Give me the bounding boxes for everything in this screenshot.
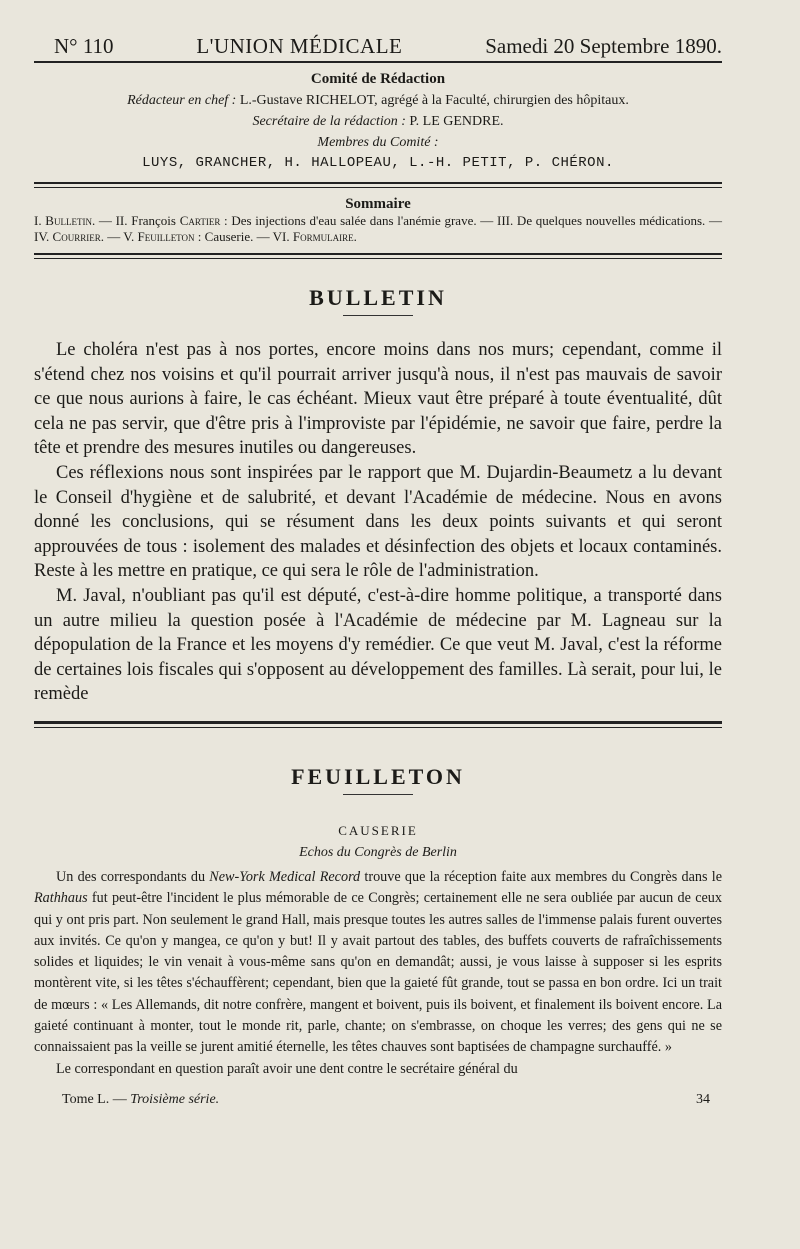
chief-editor-value: L.-Gustave RICHELOT, agrégé à la Faculté, chirurgien des hôpitaux. [239,93,629,108]
sommaire-cartier: Cartier [179,213,221,228]
double-rule [34,253,722,259]
issue-date: Samedi 20 Septembre 1890. [485,34,722,58]
bulletin-paragraph: Ces réflexions nous sont inspirées par le rapport que M. Dujardin-Beaumetz a lu devant le Conseil d'hygiène et de salubrité, et devant l'Académie de médecine. Nous en avons donné les conclusions, qui se résument dans les deux points suivants et qui seront approuvées de tous : isolement des malades et désinfection des objets et locaux contaminés. Reste à les mettre en pratique, ce qui sera le rôle de l'administration. [34,462,722,582]
feuilleton-title: FEUILLETON [291,763,465,789]
chief-editor-label: Rédacteur en chef : [127,93,237,108]
text-run: fut peut-être l'incident le plus mémorable de ce Congrès; certainement elle ne sera oubliée par aucun de ceux qui y ont pris part. Non seulement le grand Hall, mais presque toutes les autres salles de l'immense palais furent ouvertes aux invités. Ce qu'on y mangea, ce qu'on y but! Il y avait partout des tables, des buffets couverts de rafraîchissements solides et liquides; le vin venait à vous-même sans qu'on en demandât; aussi, je vous laisse à supposer si les esprits montèrent vite, si les têtes s'échauffèrent; cependant, bien que la gaieté fût grande, tout se passa en bon ordre. Ici un trait de mœurs : « Les Allemands, dit notre confrère, mangent et boivent, puis ils boivent, et finalement ils boivent encore. La gaieté continuant à monter, tout le monde rit, parle, chante; on s'embrasse, on choque les verres; des gens qui ne se connaissaient pas la veille se jurent amitié éternelle, les têtes chauves sont baptisées de champagne surchauffé. » [34,890,722,1056]
members-list: LUYS, GRANCHER, H. HALLOPEAU, L.-H. PETIT, P. CHÉRON. [142,155,614,171]
volume-info [62,1092,219,1108]
feuilleton-separator-thin [34,727,722,728]
secretary-label: Secrétaire de la rédaction : [252,114,406,129]
feuilleton-separator [34,721,722,724]
sommaire-feuilleton: Feuilleton [137,229,195,244]
editorial-committee [34,69,722,174]
rathhaus-word: Rathhaus [34,890,88,907]
members-label: Membres du Comité : [317,135,439,150]
bulletin-body [34,338,722,707]
journal-name: New-York Medical Record [209,868,361,885]
masthead [34,34,722,63]
serie-label: Troisième série. [130,1091,220,1107]
sommaire-i: I. [34,213,46,228]
sommaire-heading: Sommaire [345,196,411,212]
causerie-subtitle: Echos du Congrès de Berlin [299,844,457,860]
feuilleton-paragraph [34,867,722,1059]
bulletin-paragraph: Le choléra n'est pas à nos portes, encore moins dans nos murs; cependant, comme il s'étend chez nos voisins et qu'il pourrait arriver jusqu'à nous, il n'est pas mauvais de savoir ce que nous aurions à faire, le cas échéant. Mieux vaut être préparé à toute éventualité, dût cela ne pas servir, que d'être pris à l'improviste par l'épidémie, ne savoir que faire, perdre la tête et prendre des mesures inutiles ou dangereuses. [34,340,722,459]
short-rule [343,794,413,795]
journal-title: L'UNION MÉDICALE [196,34,403,58]
sommaire-ii: — II. François [95,213,180,228]
bulletin-paragraph: M. Javal, n'oubliant pas qu'il est député, c'est-à-dire homme politique, a transporté dans un autre milieu la question posée à l'Académie de médecine par M. Lagneau sur la dépopulation de la France et les moyens d'y remédier. Ce que veut M. Javal, c'est la réforme de certaines lois fiscales qui s'opposent au développement des familles. Là serait, pour lui, le remède [34,585,722,705]
double-rule [34,182,722,188]
text-run: trouve que la réception faite aux membres du Congrès dans le [360,868,722,885]
sommaire-v-text: : Causerie. — VI. [194,229,293,244]
causerie-heading: CAUSERIE [338,822,418,838]
sommaire-list [34,213,722,245]
page-footer [34,1092,722,1108]
committee-heading: Comité de Rédaction [310,71,446,87]
issue-number: N° 110 [54,34,114,58]
feuilleton-body [34,867,722,1080]
tome-label: Tome L. — [62,1091,131,1107]
chief-editor-line [34,90,722,111]
secretary-line [34,111,722,132]
bulletin-title: BULLETIN [309,285,447,310]
sommaire-ii-text: : Des injections d'eau salée dans l'anémie grave. — III. De quelques nouvelles médications. — IV. [34,213,722,244]
secretary-value: P. LE GENDRE. [409,114,504,129]
sommaire-bulletin: Bulletin. [45,213,96,228]
feuilleton-paragraph: Le correspondant en question paraît avoir une dent contre le secrétaire général du [56,1060,518,1077]
text-run: Un des correspondants du [56,868,210,885]
sommaire-v: — V. [103,229,138,244]
sommaire-courrier: Courrier. [52,229,104,244]
short-rule [343,315,413,316]
sommaire-formulaire: Formulaire. [292,229,357,244]
page-number: 34 [696,1091,710,1107]
